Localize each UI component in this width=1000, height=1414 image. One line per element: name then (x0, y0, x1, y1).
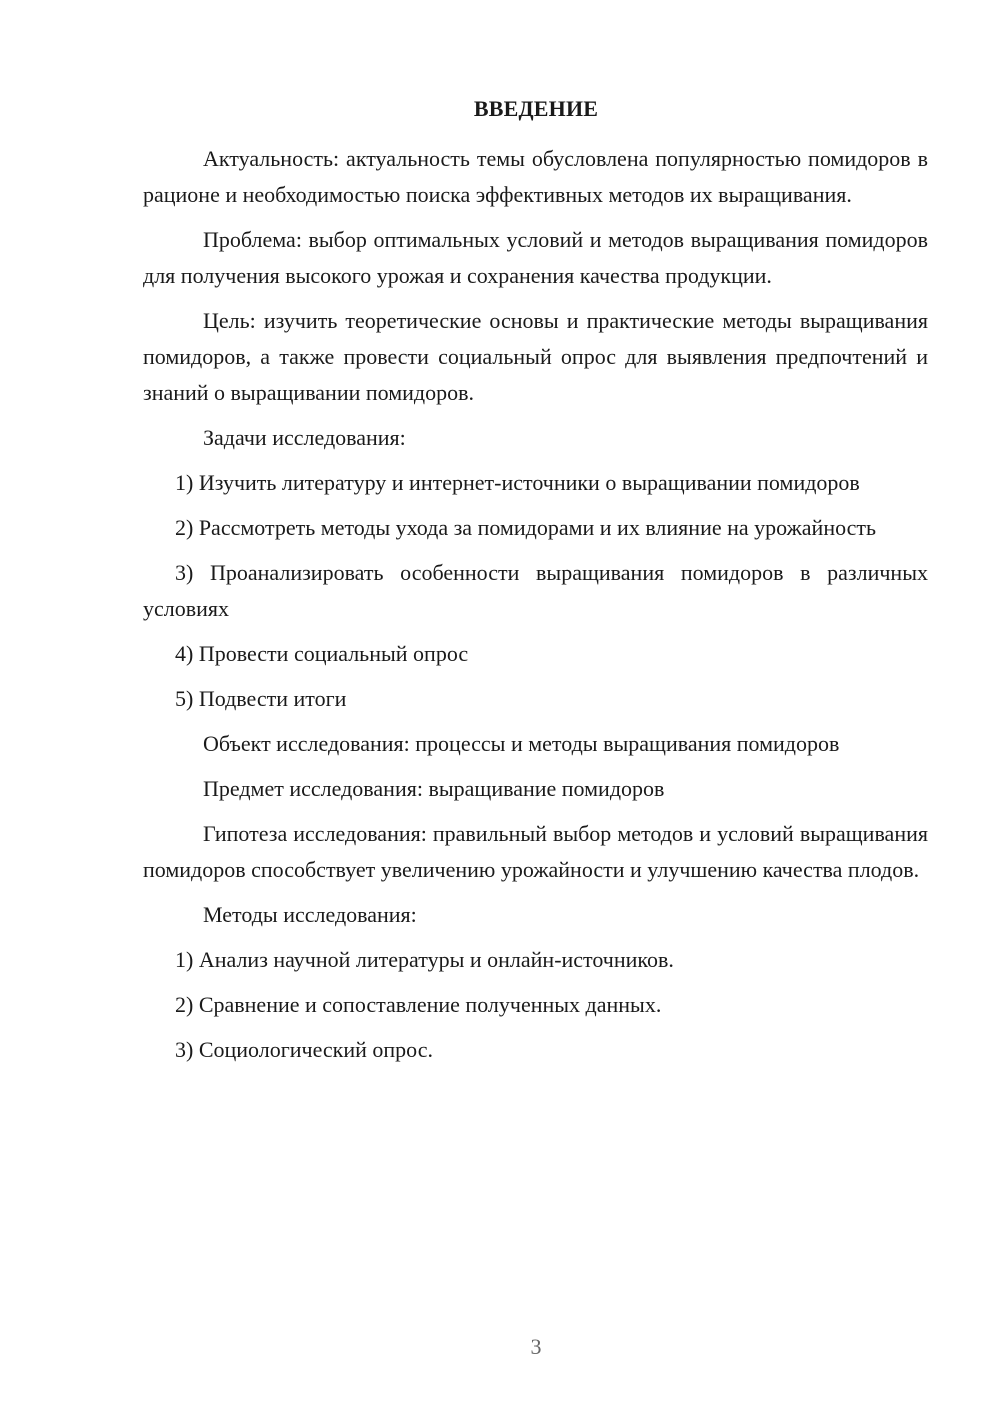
task-item-1: 1) Изучить литературу и интернет-источники о выращивании помидоров (175, 470, 860, 495)
page-title: ВВЕДЕНИЕ (473, 96, 599, 121)
document-body (143, 141, 928, 1068)
method-item-3: 3) Социологический опрос. (175, 1037, 433, 1062)
methods-heading: Методы исследования: (203, 902, 417, 927)
page-number: 3 (530, 1334, 542, 1359)
method-item-1: 1) Анализ научной литературы и онлайн-источников. (175, 947, 674, 972)
paragraph-goal: Цель: изучить теоретические основы и практические методы выращивания помидоров, а также провести социальный опрос для выявления предпочтений и знаний о выращивании помидоров. (143, 308, 928, 405)
task-item-4: 4) Провести социальный опрос (175, 641, 469, 666)
paragraph-relevance: Актуальность: актуальность темы обусловлена популярностью помидоров в рационе и необходимостью поиска эффективных методов их выращивания. (143, 146, 928, 207)
paragraph-hypothesis: Гипотеза исследования: правильный выбор методов и условий выращивания помидоров способствует увеличению урожайности и улучшению качества плодов. (143, 821, 928, 882)
method-item-2: 2) Сравнение и сопоставление полученных данных. (175, 992, 662, 1017)
task-item-5: 5) Подвести итоги (175, 686, 347, 711)
paragraph-subject: Предмет исследования: выращивание помидоров (203, 776, 665, 801)
paragraph-object: Объект исследования: процессы и методы выращивания помидоров (203, 731, 840, 756)
task-item-3: 3) Проанализировать особенности выращивания помидоров в различных условиях (143, 560, 928, 621)
tasks-heading: Задачи исследования: (203, 425, 406, 450)
task-item-2: 2) Рассмотреть методы ухода за помидорами и их влияние на урожайность (175, 515, 877, 540)
paragraph-problem: Проблема: выбор оптимальных условий и методов выращивания помидоров для получения высокого урожая и сохранения качества продукции. (143, 227, 928, 288)
